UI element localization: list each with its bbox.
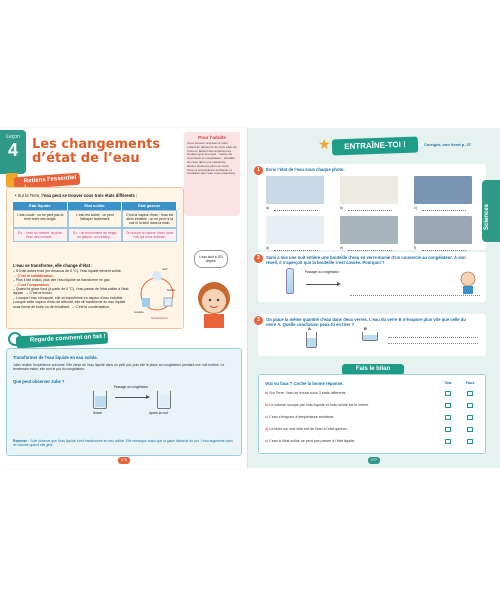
true-checkbox[interactable] [445, 391, 451, 396]
change-line: – S’il fait assez froid (en dessous de 0 °C), l’eau liquide devient solide. [13, 269, 122, 274]
girl-illustration [186, 274, 242, 328]
photo-label: a) [266, 206, 270, 210]
bilan-intro: Vrai ou faux ? Coche la bonne réponse. [265, 381, 344, 386]
lesson-number: 4 [7, 140, 18, 160]
change-line: – Plus il fait chaud, plus vite l’eau liquide se transforme en gaz. [13, 278, 111, 283]
exercise-number: 2 [254, 254, 263, 263]
exercise-photo [340, 216, 398, 244]
photo-answer-line[interactable] [348, 210, 392, 211]
answer-text: Julie observe que l’eau liquide s’est transformée en eau solide. Elle remarque aussi que la glace déborde du pot : l’eau augmente donc de volume quand elle gèle. [13, 439, 233, 448]
bilan-key: c) [265, 415, 269, 419]
exercise-photo [266, 216, 324, 244]
after-label: Après la nuit [149, 411, 168, 415]
water-cycle-diagram [133, 266, 181, 324]
bilan-key: d) [265, 427, 269, 431]
experiment-question: Que peut observer Julie ? [13, 379, 65, 384]
glass-before [93, 391, 107, 409]
photo-answer-line[interactable] [274, 250, 318, 251]
star-icon: ★ [318, 136, 331, 152]
bilan-card [258, 374, 486, 454]
lesson-tab [0, 130, 26, 174]
states-table-header [13, 202, 177, 210]
states-table [13, 202, 177, 242]
cup-a [306, 332, 317, 348]
adult-note [184, 132, 240, 216]
desc-liquid: L’eau coule : on ne peut pas la tenir entre ses doigts. [13, 210, 68, 228]
bilan-statement [265, 439, 435, 443]
bilan-columns [437, 381, 481, 385]
adult-note-text: Vous pouvez proposer à votre enfant de découvrir les trois états de l’eau en faisant des expériences simples (par exemple : mettre de l’eau dans le congélateur ; chauffer de l’eau dans une casserole ; laisser plusieurs jours un verre d’eau à température ambiante et constater que l’eau s’est évaporée). [187, 141, 237, 176]
photo-answer-line[interactable] [274, 210, 318, 211]
example-liquid: Ex. : l’eau du robinet, la pluie, l’eau des océans… [13, 228, 68, 242]
states-intro-bold: l’eau peut se trouver sous trois états différents : [41, 193, 138, 198]
photo-answer-line[interactable] [348, 250, 392, 251]
example-gas: On trouve la vapeur d’eau dans l’air qui nous entoure. [122, 228, 177, 242]
exercise-photo [340, 176, 398, 204]
false-checkbox[interactable] [467, 403, 473, 408]
answer-label: Réponse : [13, 439, 30, 443]
exercise-1 [258, 164, 486, 250]
before-label: Avant [93, 411, 102, 415]
answer [13, 439, 233, 448]
states-intro: • Sur la Terre, l’eau peut se trouver sous trois états différents : [15, 193, 138, 198]
bilan-text: L’eau s’évapore à température ambiante. [269, 415, 335, 419]
exercise-2 [258, 252, 486, 302]
change-line: → C’est la solidification. [13, 273, 54, 278]
states-intro-prefix: Sur la Terre, [17, 193, 42, 198]
corriges-note: Corrigés, voir livret p. 27 [424, 142, 471, 147]
desc-solid: L’eau est solide : on peut l’attraper facilement. [68, 210, 123, 228]
exercise-photo [414, 176, 472, 204]
cup-b [362, 332, 378, 341]
col-true: Vrai [444, 381, 452, 385]
bilan-text: La buée sur une vitre est de l’eau à l’état gazeux. [269, 427, 348, 431]
false-checkbox[interactable] [467, 439, 473, 444]
retiens-box [6, 187, 184, 329]
photo-label: b) [340, 206, 344, 210]
lesson-word: Leçon [6, 134, 20, 140]
header-solid: État solide [68, 202, 123, 210]
cycle-gas-label: Gaz [162, 267, 168, 271]
photo-label: c) [414, 206, 417, 210]
true-checkbox[interactable] [445, 427, 451, 432]
passage-label: Passage au congélateur [304, 270, 340, 274]
exercise-number: 3 [254, 316, 263, 325]
page-number-right: 177 [368, 457, 380, 464]
exercise-question: Sami a mis une nuit entière une bouteille d’eau en verre munie d’un couvercle au congélateur. À son réveil, il s’aperçoit que la bouteille s’est cassée. Pourquoi ? [266, 255, 466, 265]
exercise-question: On place la même quantité d’eau dans deux verres. L’eau du verre B s’évapore plus vite que celle du verre A. Quelle conclusion peux-tu en tirer ? [266, 317, 466, 327]
cycle-liquid-label: Liquide [134, 310, 144, 314]
bilan-text: L’eau à l’état solide ne peut pas passer à l’état liquide. [269, 439, 356, 443]
bilan-statement [265, 403, 435, 407]
true-checkbox[interactable] [445, 403, 451, 408]
bilan-key: a) [265, 391, 269, 395]
regarde-banner: Regarde comment on fait ! [16, 332, 109, 349]
exercise-question: Écris l’état de l’eau sous chaque photo. [266, 167, 345, 172]
cycle-solid-label: Solide [167, 288, 176, 292]
exercise-photo [414, 216, 472, 244]
arrow-icon [115, 397, 147, 398]
photo-answer-line[interactable] [422, 250, 466, 251]
change-line: – Lorsque l’eau s’évapore, elle se transforme en vapeur d’eau invisible. Lorsque cette vapeur d’eau se refroidit, elle se transforme en eau liquide sous forme de buée ou de brouillard. → C’est la condensation. [13, 295, 126, 309]
bilan-key: b) [265, 403, 269, 407]
retiens-banner: Retiens l’essentiel [14, 173, 81, 190]
entraine-banner: ENTRAÎNE-TOI ! [332, 137, 419, 156]
bilan-statement [265, 427, 435, 431]
states-desc-row [13, 210, 177, 228]
answer-lines[interactable] [388, 332, 478, 344]
change-line: → C’est l’évaporation. [13, 282, 50, 287]
experiment-text: Jules réalise l’expérience suivante. Elle verse de l’eau liquide dans un petit pot, puis elle le place au congélateur pendant une nuit entière. Le lendemain matin, elle sort le pot du congélateur. [13, 363, 225, 372]
arrow-icon [306, 284, 338, 285]
false-checkbox[interactable] [467, 391, 473, 396]
bottle-before [286, 268, 294, 294]
example-solid: Ex. : un bonhomme de neige, un glaçon, un iceberg… [68, 228, 123, 242]
true-checkbox[interactable] [445, 439, 451, 444]
desc-gas: C’est la vapeur d’eau : l’eau est alors invisible ; on ne peut ni la voir ni la tenir dans la main. [122, 210, 177, 228]
exercise-photo [266, 176, 324, 204]
right-page [250, 128, 500, 468]
true-checkbox[interactable] [445, 415, 451, 420]
false-checkbox[interactable] [467, 415, 473, 420]
change-block [13, 264, 131, 309]
answer-lines[interactable] [350, 290, 480, 296]
photo-label: f) [414, 246, 417, 250]
adult-note-title: Pour l’adulte [198, 135, 226, 140]
bilan-text: Le volume occupé par l’eau liquide et l’eau solide est le même. [269, 403, 370, 407]
photo-label: d) [266, 246, 270, 250]
bilan-statement [265, 391, 435, 395]
change-title: L’eau se transforme, elle change d’état : [13, 263, 93, 268]
girl-speech-bubble: L’eau bout à 100 degrés. [194, 250, 228, 268]
bilan-title: Fais le bilan [342, 364, 404, 375]
left-page [0, 128, 248, 468]
change-line: – Quand la glace fond (à partir de 0 °C), l’eau passe de l’état solide à l’état liquide. → C’est la fusion. [13, 287, 129, 296]
cycle-solidification-label: Solidification [151, 316, 168, 320]
exercise-3 [258, 314, 486, 356]
states-example-row [13, 228, 177, 242]
glass-after [157, 391, 171, 409]
regarde-box [6, 348, 242, 456]
passage-label: Passage au congélateur [113, 385, 149, 389]
page-number-left: 176 [118, 457, 130, 464]
header-liquid: État liquide [13, 202, 68, 210]
book-spread [0, 128, 500, 468]
cup-b-label: B [364, 326, 367, 331]
col-false: Faux [465, 381, 475, 385]
experiment-title: Transformer de l’eau liquide en eau solide. [13, 355, 98, 360]
subject-tab [482, 180, 500, 242]
subject-tab-label: Sciences [484, 203, 490, 230]
cup-a-label: A [308, 326, 311, 331]
photo-label: e) [340, 246, 344, 250]
photo-answer-line[interactable] [422, 210, 466, 211]
lesson-title: Les changements d’état de l’eau [32, 137, 161, 166]
header-gas: État gazeux [122, 202, 177, 210]
exercise-number: 1 [254, 166, 263, 175]
bilan-key: e) [265, 439, 269, 443]
false-checkbox[interactable] [467, 427, 473, 432]
bilan-statement [265, 415, 435, 419]
bilan-text: Sur Terre, l’eau se trouve sous 3 états différents. [269, 391, 347, 395]
